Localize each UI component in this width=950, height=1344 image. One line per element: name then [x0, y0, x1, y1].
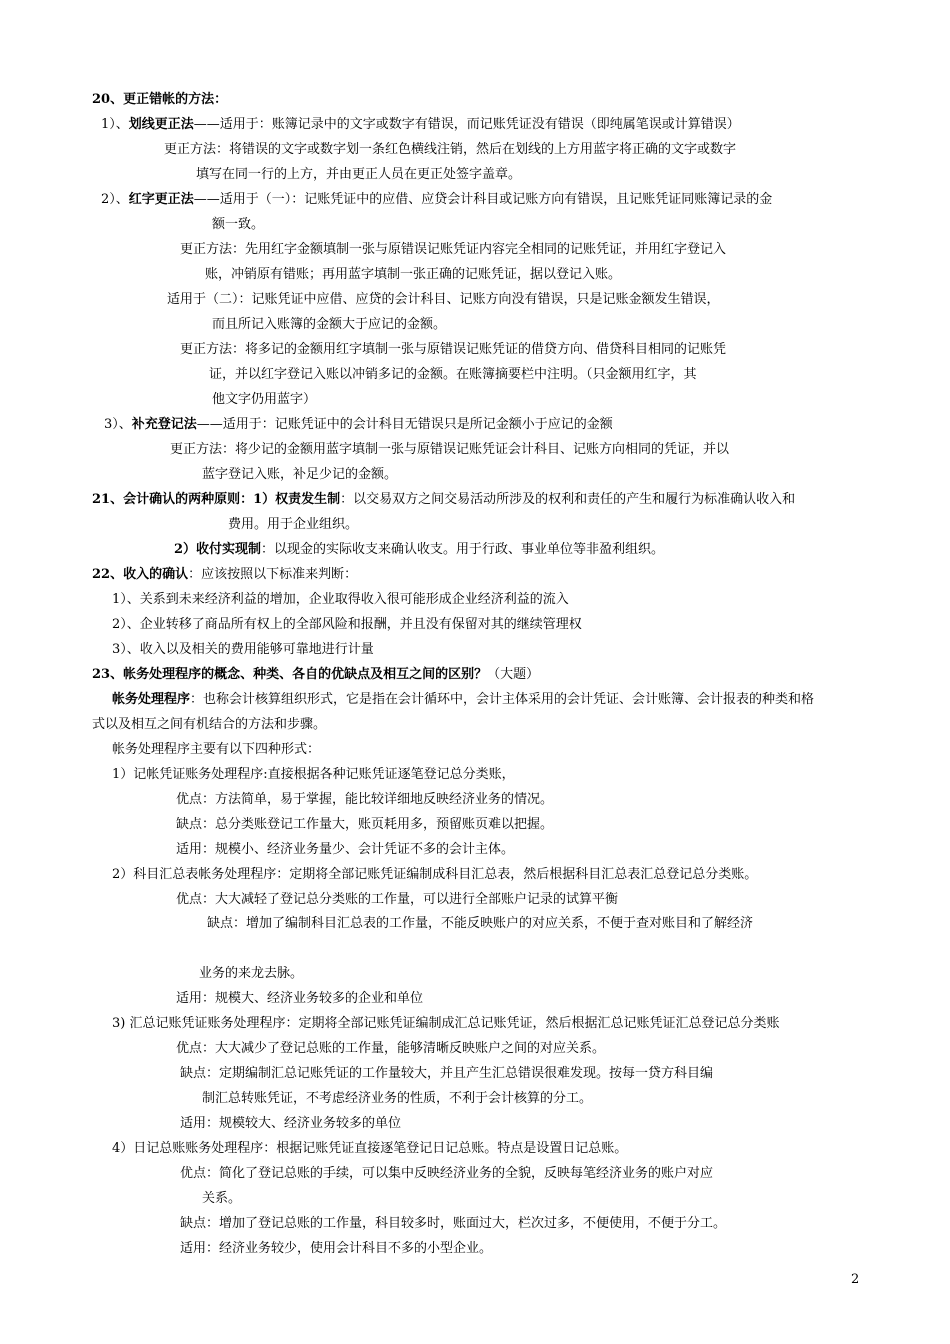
bold-term: 22、收入的确认	[92, 567, 189, 582]
text-line	[212, 216, 264, 234]
text-line	[112, 1015, 779, 1033]
text-run: 更正方法：将少记的金额用蓝字填制一张与原错误记账凭证会计科目、记账方向相同的凭证，并以	[170, 442, 730, 457]
text-run: 适用：规模小、经济业务量少、会计凭证不多的会计主体。	[176, 842, 515, 857]
text-line	[180, 341, 726, 359]
text-line	[92, 666, 539, 684]
text-line	[176, 791, 553, 809]
text-line	[112, 741, 320, 759]
text-run: 优点：方法简单，易于掌握，能比较详细地反映经济业务的情况。	[176, 792, 554, 807]
text-line	[180, 1240, 492, 1258]
text-line	[170, 441, 729, 459]
text-run: 额一致。	[212, 217, 265, 232]
text-run: ——适用于（一）：记账凭证中的应借、应贷会计科目或记账方向有错误，且记账凭证同账簿记录的金	[193, 192, 773, 207]
text-line	[112, 1140, 627, 1158]
text-run: ——适用于：记账凭证中的会计科目无错误只是所记金额小于应记的金额	[196, 417, 613, 432]
text-line	[202, 1090, 592, 1108]
text-line	[164, 141, 736, 159]
text-run: 1）、	[101, 117, 129, 132]
text-line	[112, 641, 374, 659]
bold-term: 补充登记法	[131, 417, 197, 432]
text-line	[212, 316, 446, 334]
text-line	[167, 291, 720, 309]
text-run: 1）记帐凭证账务处理程序:直接根据各种记账凭证逐笔登记总分类账，	[112, 767, 515, 782]
text-run: 2）、企业转移了商品所有权上的全部风险和报酬，并且没有保留对其的继续管理权	[112, 617, 582, 632]
text-run: 式以及相互之间有机结合的方法和步骤。	[92, 717, 327, 732]
text-run: （大题）	[487, 667, 540, 682]
text-run: 3）、收入以及相关的费用能够可靠地进行计量	[112, 642, 374, 657]
text-line	[92, 716, 326, 734]
text-line	[176, 1040, 605, 1058]
text-line	[205, 266, 621, 284]
text-line	[202, 466, 397, 484]
bold-term: 2）收付实现制	[174, 542, 262, 557]
text-run: 3) 汇总记账凭证账务处理程序：定期将全部记账凭证编制成汇总记账凭证，然后根据汇总记账凭证汇总登记总分类账	[112, 1016, 780, 1031]
text-line	[228, 516, 358, 534]
text-run: 帐务处理程序主要有以下四种形式：	[112, 742, 321, 757]
bold-term: 帐务处理程序	[112, 692, 191, 707]
bold-term: 20、更正错帐的方法：	[92, 92, 228, 107]
text-run: 缺点：定期编制汇总记账凭证的工作量较大，并且产生汇总错误很难发现。按每一贷方科目编	[180, 1066, 714, 1081]
text-run: 适用于（二）：记账凭证中应借、应贷的会计科目、记账方向没有错误，只是记账金额发生错误，	[167, 292, 720, 307]
text-line	[207, 915, 753, 933]
text-run: 填写在同一行的上方，并由更正人员在更正处签字盖章。	[196, 167, 522, 182]
text-run: ：应该按照以下标准来判断：	[188, 567, 358, 582]
text-run: 蓝字登记入账，补足少记的金额。	[202, 467, 398, 482]
text-line	[112, 691, 814, 709]
text-line	[180, 241, 726, 259]
text-line	[112, 766, 515, 784]
text-line	[180, 1215, 726, 1233]
text-run: 2）、	[101, 192, 129, 207]
text-run: ：以交易双方之间交易活动所涉及的权利和责任的产生和履行为标准确认收入和	[340, 492, 796, 507]
text-run: 2）科目汇总表帐务处理程序：定期将全部记账凭证编制成科目汇总表，然后根据科目汇总表汇总登记总分类账。	[112, 867, 758, 882]
text-line	[112, 591, 569, 609]
text-run: 更正方法：将错误的文字或数字划一条红色横线注销，然后在划线的上方用蓝字将正确的文字或数字	[164, 142, 737, 157]
text-line	[199, 965, 303, 983]
text-run: ：也称会计核算组织形式，它是指在会计循环中，会计主体采用的会计凭证、会计账簿、会计报表的种类和格	[190, 692, 815, 707]
text-run: 缺点：增加了编制科目汇总表的工作量，不能反映账户的对应关系，不便于查对账目和了解经济	[207, 916, 754, 931]
bold-term: 红字更正法	[128, 192, 194, 207]
text-line	[209, 366, 697, 384]
bold-term: 23、帐务处理程序的概念、种类、各自的优缺点及相互之间的区别？	[92, 667, 488, 682]
text-run: ：以现金的实际收支来确认收支。用于行政、事业单位等非盈利组织。	[261, 542, 665, 557]
text-line	[112, 616, 582, 634]
text-run: 账，冲销原有错账；再用蓝字填制一张正确的记账凭证，据以登记入账。	[205, 267, 622, 282]
text-run: 适用：经济业务较少，使用会计科目不多的小型企业。	[180, 1241, 493, 1256]
text-run: 更正方法：先用红字金额填制一张与原错误记账凭证内容完全相同的记账凭证，并用红字登记入	[180, 242, 727, 257]
text-line	[176, 841, 514, 859]
text-line	[101, 191, 772, 209]
text-line	[92, 91, 227, 109]
text-line	[92, 491, 795, 509]
text-run: ——适用于：账簿记录中的文字或数字有错误，而记账凭证没有错误（即纯属笔误或计算错误）	[193, 117, 740, 132]
text-run: 缺点：增加了登记总账的工作量，科目较多时，账面过大，栏次过多，不便使用，不便于分工。	[180, 1216, 727, 1231]
text-run: 优点：简化了登记总账的手续，可以集中反映经济业务的全貌，反映每笔经济业务的账户对应	[180, 1166, 714, 1181]
bold-term: 划线更正法	[128, 117, 194, 132]
text-run: 制汇总转账凭证，不考虑经济业务的性质，不利于会计核算的分工。	[202, 1091, 593, 1106]
text-line	[176, 816, 553, 834]
text-run: 优点：大大减轻了登记总分类账的工作量，可以进行全部账户记录的试算平衡	[176, 892, 619, 907]
text-run: 关系。	[202, 1191, 242, 1206]
text-line	[104, 416, 613, 434]
text-line	[176, 891, 618, 909]
text-line	[212, 391, 316, 409]
text-run: 费用。用于企业组织。	[228, 517, 359, 532]
text-line	[92, 566, 357, 584]
text-run: 缺点：总分类账登记工作量大，账页耗用多，预留账页难以把握。	[176, 817, 554, 832]
bold-term: 21、会计确认的两种原则：1）权责发生制	[92, 492, 341, 507]
text-run: 更正方法：将多记的金额用红字填制一张与原错误记账凭证的借贷方向、借贷科目相同的记账凭	[180, 342, 727, 357]
text-run: 4）日记总账账务处理程序：根据记账凭证直接逐笔登记日记总账。特点是设置日记总账。	[112, 1141, 628, 1156]
text-line	[112, 866, 757, 884]
text-run: 适用：规模较大、经济业务较多的单位	[180, 1116, 402, 1131]
text-line	[196, 166, 521, 184]
text-line	[101, 116, 740, 134]
text-line	[176, 990, 423, 1008]
text-run: 优点：大大减少了登记总账的工作量，能够清晰反映账户之间的对应关系。	[176, 1041, 606, 1056]
text-run: 他文字仍用蓝字）	[212, 392, 317, 407]
text-line	[180, 1065, 713, 1083]
text-run: 而且所记入账簿的金额大于应记的金额。	[212, 317, 447, 332]
text-run: 业务的来龙去脉。	[199, 966, 304, 981]
text-line	[202, 1190, 241, 1208]
text-run: 适用：规模大、经济业务较多的企业和单位	[176, 991, 424, 1006]
page-number: 2	[851, 1272, 860, 1287]
text-line	[180, 1165, 713, 1183]
text-line	[174, 541, 664, 559]
text-run: 3）、	[104, 417, 132, 432]
text-run: 证，并以红字登记入账以冲销多记的金额。在账簿摘要栏中注明。（只金额用红字，其	[209, 367, 697, 382]
text-run: 1）、关系到未来经济利益的增加，企业取得收入很可能形成企业经济利益的流入	[112, 592, 569, 607]
text-line	[180, 1115, 401, 1133]
